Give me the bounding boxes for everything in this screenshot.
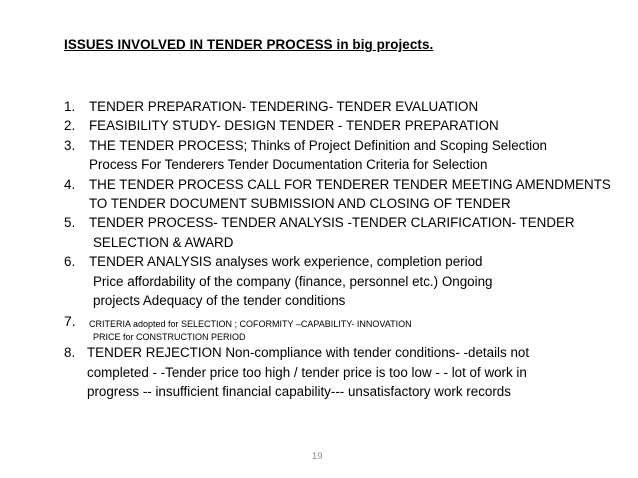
list-item-2-line-1: FEASIBILITY STUDY- DESIGN TENDER - TENDER PREPARATION — [89, 118, 499, 133]
list-item-8-number: 8. — [64, 345, 76, 360]
list-item-4-number: 4. — [64, 177, 76, 192]
list-item-4-line-2: TO TENDER DOCUMENT SUBMISSION AND CLOSING OF TENDER — [89, 196, 511, 211]
list-item-5-line-2: SELECTION & AWARD — [93, 235, 234, 250]
list-item-5-line-1: TENDER PROCESS- TENDER ANALYSIS -TENDER CLARIFICATION- TENDER — [89, 215, 575, 230]
list-item-2-number: 2. — [64, 118, 76, 133]
list-item-1-number: 1. — [64, 99, 76, 114]
list-item-8-line-2: completed - -Tender price too high / tender price is too low - - lot of work in — [87, 365, 527, 380]
list-item-5-number: 5. — [64, 215, 76, 230]
list-item-1-line-1: TENDER PREPARATION- TENDERING- TENDER EVALUATION — [89, 99, 479, 114]
list-item-7-line-2: PRICE for CONSTRUCTION PERIOD — [93, 332, 246, 342]
slide-title: ISSUES INVOLVED IN TENDER PROCESS in big projects. — [64, 37, 434, 52]
list-item-3-line-1: THE TENDER PROCESS; Thinks of Project Definition and Scoping Selection — [89, 138, 547, 153]
list-item-3-line-2: Process For Tenderers Tender Documentation Criteria for Selection — [89, 157, 488, 172]
list-item-3-number: 3. — [64, 138, 76, 153]
list-item-7-number: 7. — [64, 313, 76, 329]
list-item-8-line-3: progress -- insufficient financial capability--- unsatisfactory work records — [87, 384, 511, 399]
list-item-7-line-1: CRITERIA adopted for SELECTION ; COFORMITY –CAPABILITY- INNOVATION — [89, 319, 412, 329]
page-number: 19 — [312, 451, 323, 462]
list-item-8-line-1: TENDER REJECTION Non-compliance with tender conditions- -details not — [87, 345, 530, 360]
list-item-6-line-1: TENDER ANALYSIS analyses work experience, completion period — [89, 254, 483, 269]
list-item-6-line-3: projects Adequacy of the tender conditions — [93, 293, 346, 308]
list-item-6-number: 6. — [64, 254, 76, 269]
list-item-4-line-1: THE TENDER PROCESS CALL FOR TENDERER TENDER MEETING AMENDMENTS — [89, 177, 611, 192]
list-item-6-line-2: Price affordability of the company (finance, personnel etc.) Ongoing — [93, 274, 493, 289]
